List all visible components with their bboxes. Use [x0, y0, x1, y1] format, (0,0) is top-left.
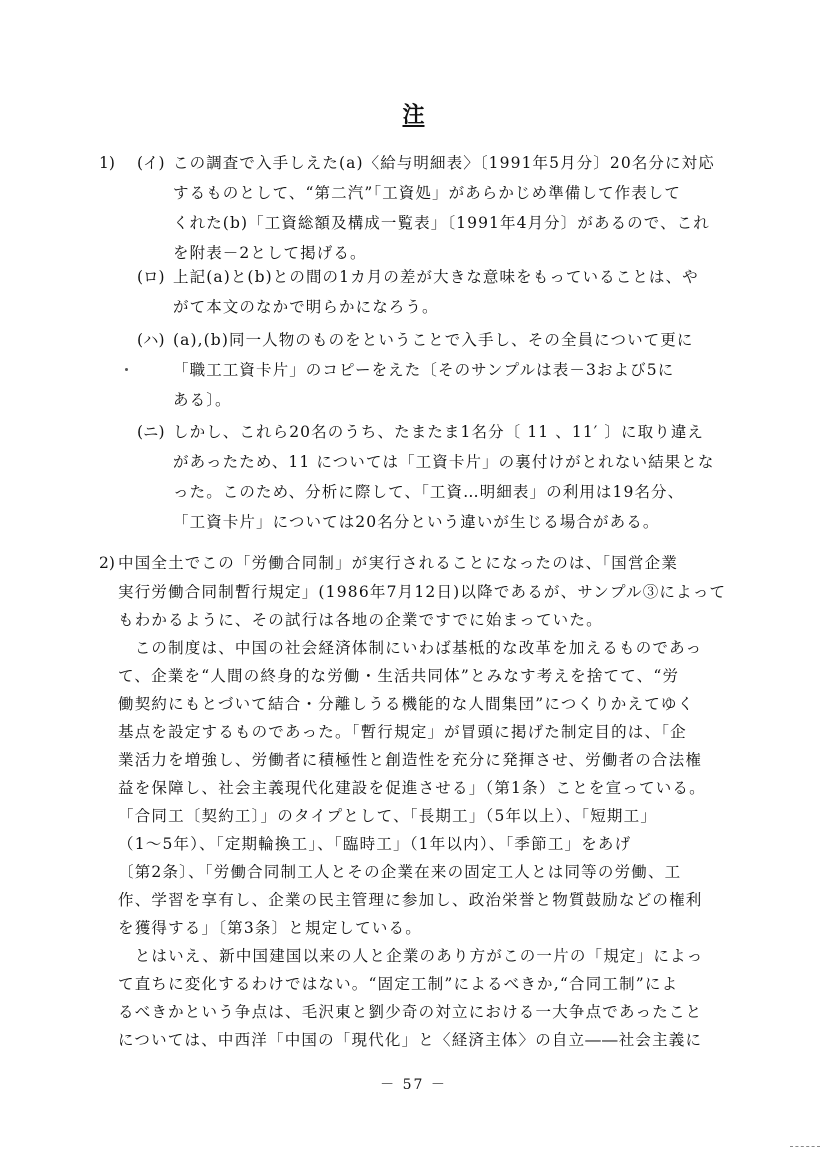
- text-line: もわかるように、その試行は各地の企業ですでに始まっていた。: [118, 611, 603, 629]
- text-line: がて本文のなかで明らかになろう。: [173, 298, 439, 316]
- text-line: て、企業を“人間の終身的な労働・生活共同体”とみなす考えを捨てて、“労: [118, 667, 680, 685]
- sub-mark: (ロ): [137, 268, 165, 286]
- text-line: (a),(b)同一人物のものをということで入手し、その全員について更に: [173, 331, 694, 349]
- page-number: － 57 －: [380, 1077, 447, 1093]
- note-1-sub-ha: [137, 325, 693, 415]
- text-line: するものとして、“第二汽”「工資処」があらかじめ準備して作表して: [173, 184, 681, 202]
- text-line: て直ちに変化するわけではない。“固定工制”によるべきか,“合同工制”によ: [118, 975, 679, 993]
- text-line: を獲得する」〔第3条〕と規定している。: [118, 919, 422, 937]
- text-line: この制度は、中国の社会経済体制にいわば基柢的な改革を加えるものであっ: [118, 639, 703, 657]
- text-line: るべきかという争点は、毛沢東と劉少奇の対立における一大争点であったこと: [118, 1003, 703, 1021]
- text-line: 上記(a)と(b)との間の1カ月の差が大きな意味をもっていることは、や: [173, 268, 699, 286]
- text-line: （1～5年）、「定期輪換工」、「臨時工」（1年以内）、「季節工」をあげ: [118, 835, 632, 853]
- margin-dot: [125, 368, 128, 371]
- text-line: 業活力を増強し、労働者に積極性と創造性を充分に発揮させ、労働者の合法権: [118, 751, 703, 769]
- note-1-sub-ni: [137, 417, 714, 537]
- sub-mark: (ニ): [137, 423, 165, 441]
- text-line: ある〕。: [173, 391, 232, 409]
- note-number: 1): [99, 154, 115, 172]
- text-line: 中国全土でこの「労働合同制」が実行されることになったのは、「国営企業: [118, 554, 679, 572]
- sub-mark: (イ): [137, 154, 165, 172]
- text-line: 作、学習を享有し、企業の民主管理に参加し、政治栄誉と物質鼓励などの権利: [118, 891, 703, 909]
- text-line: があったため、11 については「工資卡片」の裏付けがとれない結果とな: [173, 453, 715, 471]
- text-line: 「合同工〔契約工〕」のタイプとして、「長期工」（5年以上）、「短期工」: [118, 807, 658, 825]
- text-line: を附表－2として掲げる。: [173, 244, 367, 262]
- note-1-sub-ro: [137, 262, 699, 322]
- text-line: 基点を設定するものであった。「暫行規定」が冒頭に掲げた制定目的は、「企: [118, 723, 687, 741]
- note-number: 2): [99, 554, 115, 572]
- text-line: くれた(b)「工資総額及構成一覧表」〔1991年4月分〕があるので、これ: [173, 214, 710, 232]
- text-line: 働契約にもとづいて結合・分離しうる機能的な人間集団”につくりかえてゆく: [118, 695, 695, 713]
- scan-mark: [790, 1146, 820, 1149]
- text-line: 〔第2条〕、「労働合同制工人とその企業在来の固定工人とは同等の労働、工: [118, 863, 682, 881]
- text-line: 実行労働合同制暫行規定」(1986年7月12日)以降であるが、サンプル③によって: [118, 583, 727, 601]
- text-line: 「工資卡片」については20名分という違いが生じる場合がある。: [173, 513, 660, 531]
- text-line: 益を保障し、社会主義現代化建設を促進させる」（第1条）ことを宣っている。: [118, 779, 706, 797]
- sub-mark: (ハ): [137, 331, 165, 349]
- text-line: とはいえ、新中国建国以来の人と企業のあり方がこの一片の「規定」によっ: [118, 947, 704, 965]
- text-line: った。このため、分析に際して、「工資…明細表」の利用は19名分、: [173, 483, 685, 501]
- text-line: については、中西洋「中国の「現代化」と〈経済主体〉の自立――社会主義に: [118, 1031, 703, 1049]
- page-title: 注: [402, 102, 425, 128]
- text-line: 「職工工資卡片」のコピーをえた〔そのサンプルは表－3および5に: [173, 361, 675, 379]
- text-line: この調査で入手しえた(a)〈給与明細表〉〔1991年5月分〕20名分に対応: [173, 154, 715, 172]
- note-1-sub-i: [137, 148, 715, 268]
- text-line: しかし、これら20名のうち、たまたま1名分〔 11 、11′ 〕に取り違え: [173, 423, 705, 441]
